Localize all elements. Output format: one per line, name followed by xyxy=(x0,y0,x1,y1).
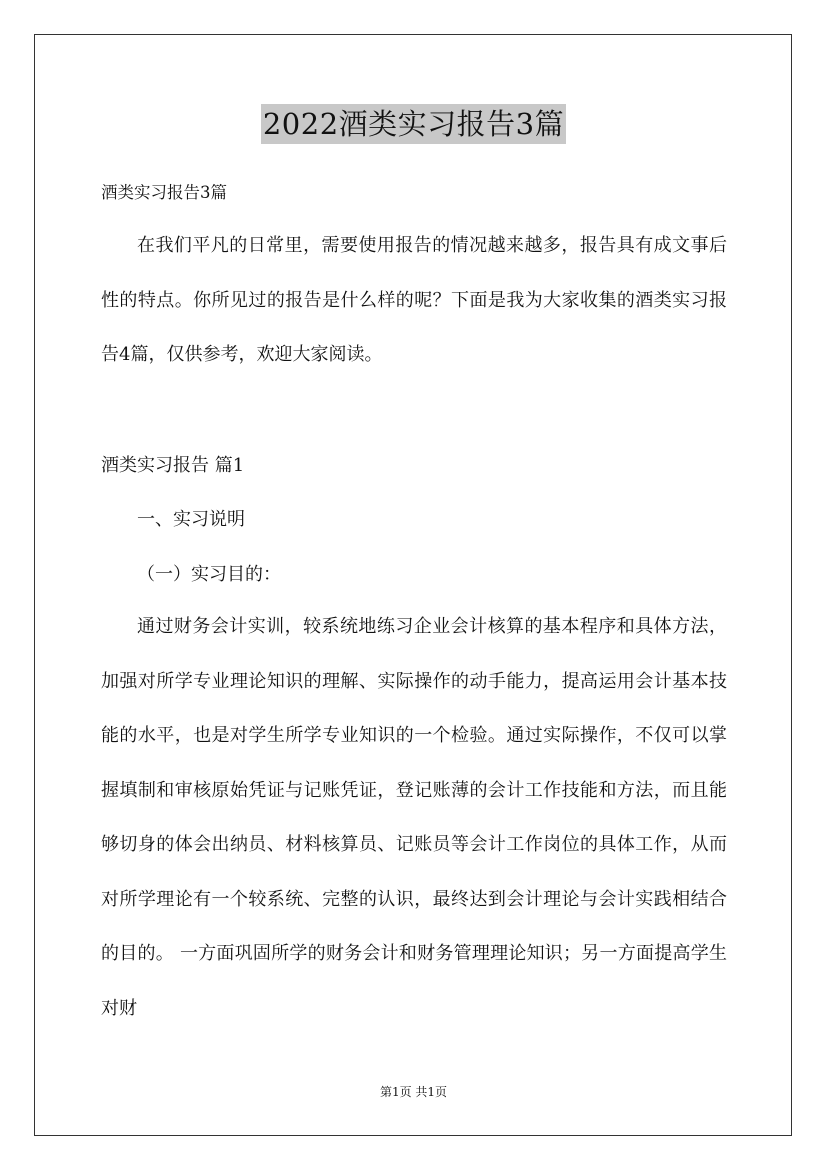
document-title: 2022酒类实习报告3篇 xyxy=(261,104,566,144)
page-number-footer: 第1页 共1页 xyxy=(379,1085,448,1099)
part-heading: 一、实习说明 xyxy=(137,509,245,530)
section-heading: 酒类实习报告 篇1 xyxy=(101,455,245,476)
body-paragraph: 通过财务会计实训，较系统地练习企业会计核算的基本程序和具体方法，加强对所学专业理论知识的理解、实际操作的动手能力，提高运用会计基本技能的水平，也是对学生所学专业知识的一个检验。通过实际操作，不仅可以掌握填制和审核原始凭证与记账凭证，登记账薄的会计工作技能和方法，而且能够切身的体会出纳员、材料核算员、记账员等会计工作岗位的具体工作，从而对所学理论有一个较系统、完整的认识，最终达到会计理论与会计实践相结合的目的。 一方面巩固所学的财务会计和财务管理理论知识；另一方面提高学生对财 xyxy=(101,616,727,1019)
title-container xyxy=(0,104,827,144)
sub-heading: （一）实习目的： xyxy=(137,564,281,585)
document-subtitle: 酒类实习报告3篇 xyxy=(101,183,227,202)
intro-paragraph: 在我们平凡的日常里，需要使用报告的情况越来越多，报告具有成文事后性的特点。你所见过的报告是什么样的呢？下面是我为大家收集的酒类实习报告4篇，仅供参考，欢迎大家阅读。 xyxy=(101,235,727,365)
